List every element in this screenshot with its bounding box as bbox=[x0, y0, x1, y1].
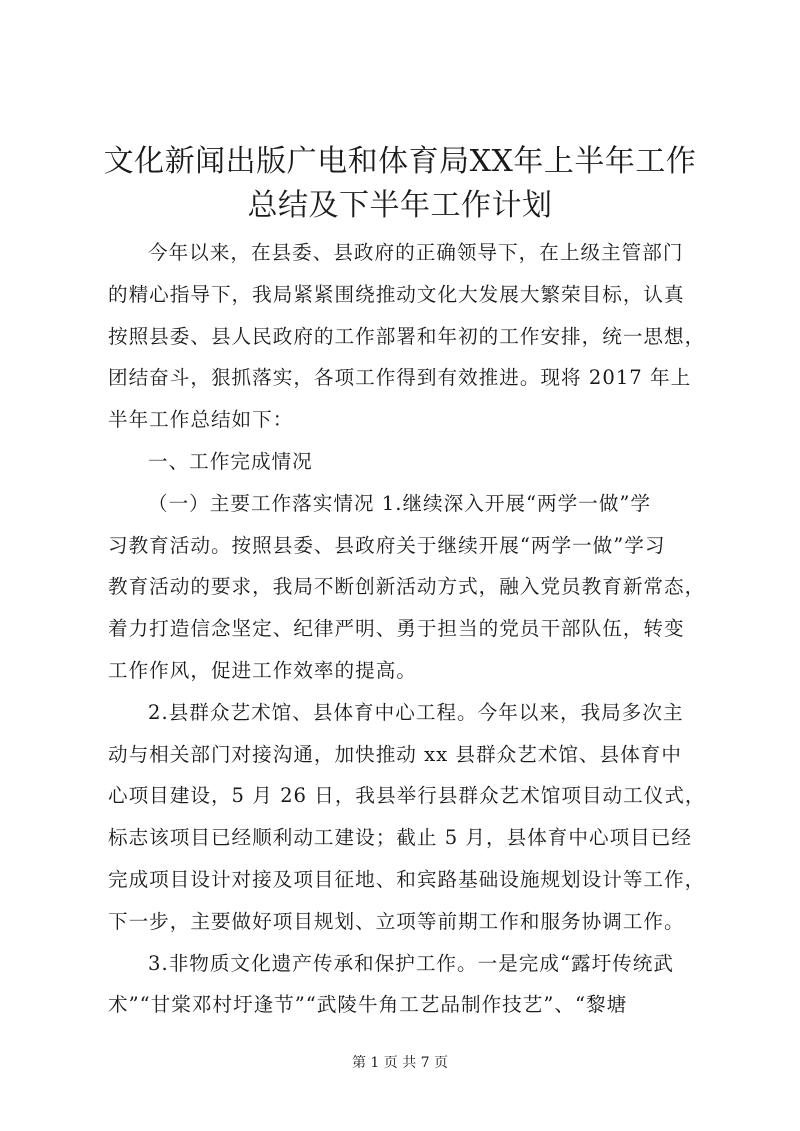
body-line: 标志该项目已经顺利动工建设；截止 5 月，县体育中心项目已经 bbox=[108, 826, 692, 850]
body-line: 2.县群众艺术馆、县体育中心工程。今年以来，我局多次主 bbox=[148, 700, 684, 724]
document-title-line-2: 总结及下半年工作计划 bbox=[247, 188, 553, 223]
body-line: 完成项目设计对接及项目征地、和宾路基础设施规划设计等工作， bbox=[108, 867, 706, 891]
body-line: 的精心指导下，我局紧紧围绕推动文化大发展大繁荣目标，认真 bbox=[108, 282, 685, 306]
body-line: 工作作风，促进工作效率的提高。 bbox=[108, 658, 417, 682]
body-line: 动与相关部门对接沟通，加快推动 xx 县群众艺术馆、县体育中 bbox=[108, 742, 682, 766]
body-line: 半年工作总结如下： bbox=[108, 408, 294, 432]
body-line: 下一步，主要做好项目规划、立项等前期工作和服务协调工作。 bbox=[108, 909, 685, 933]
body-line: 团结奋斗，狠抓落实，各项工作得到有效推进。现将 2017 年上 bbox=[108, 366, 692, 390]
section-heading: 一、工作完成情况 bbox=[148, 449, 313, 473]
body-line: 今年以来，在县委、县政府的正确领导下，在上级主管部门 bbox=[148, 241, 684, 264]
document-title-line-1: 文化新闻出版广电和体育局XX年上半年工作 bbox=[103, 144, 697, 179]
body-line: （一）主要工作落实情况 1.继续深入开展“两学一做”学 bbox=[148, 491, 652, 515]
document-body bbox=[108, 232, 714, 1026]
body-line: 教育活动的要求，我局不断创新活动方式，融入党员教育新常态， bbox=[108, 575, 706, 599]
page-footer: 第 1 页 共 7 页 bbox=[351, 1055, 449, 1071]
body-line: 习教育活动。按照县委、县政府关于继续开展“两学一做”学习 bbox=[108, 533, 666, 557]
body-line: 3.非物质文化遗产传承和保护工作。一是完成“露圩传统武 bbox=[148, 951, 674, 975]
body-line: 术”“甘棠邓村圩逢节”“武陵牛角工艺品制作技艺”、“黎塘 bbox=[108, 993, 628, 1017]
body-line: 着力打造信念坚定、纪律严明、勇于担当的党员干部队伍，转变 bbox=[108, 617, 685, 641]
body-line: 心项目建设，5 月 26 日，我县举行县群众艺术馆项目动工仪式， bbox=[108, 784, 706, 808]
body-line: 按照县委、县人民政府的工作部署和年初的工作安排，统一思想， bbox=[108, 324, 706, 348]
